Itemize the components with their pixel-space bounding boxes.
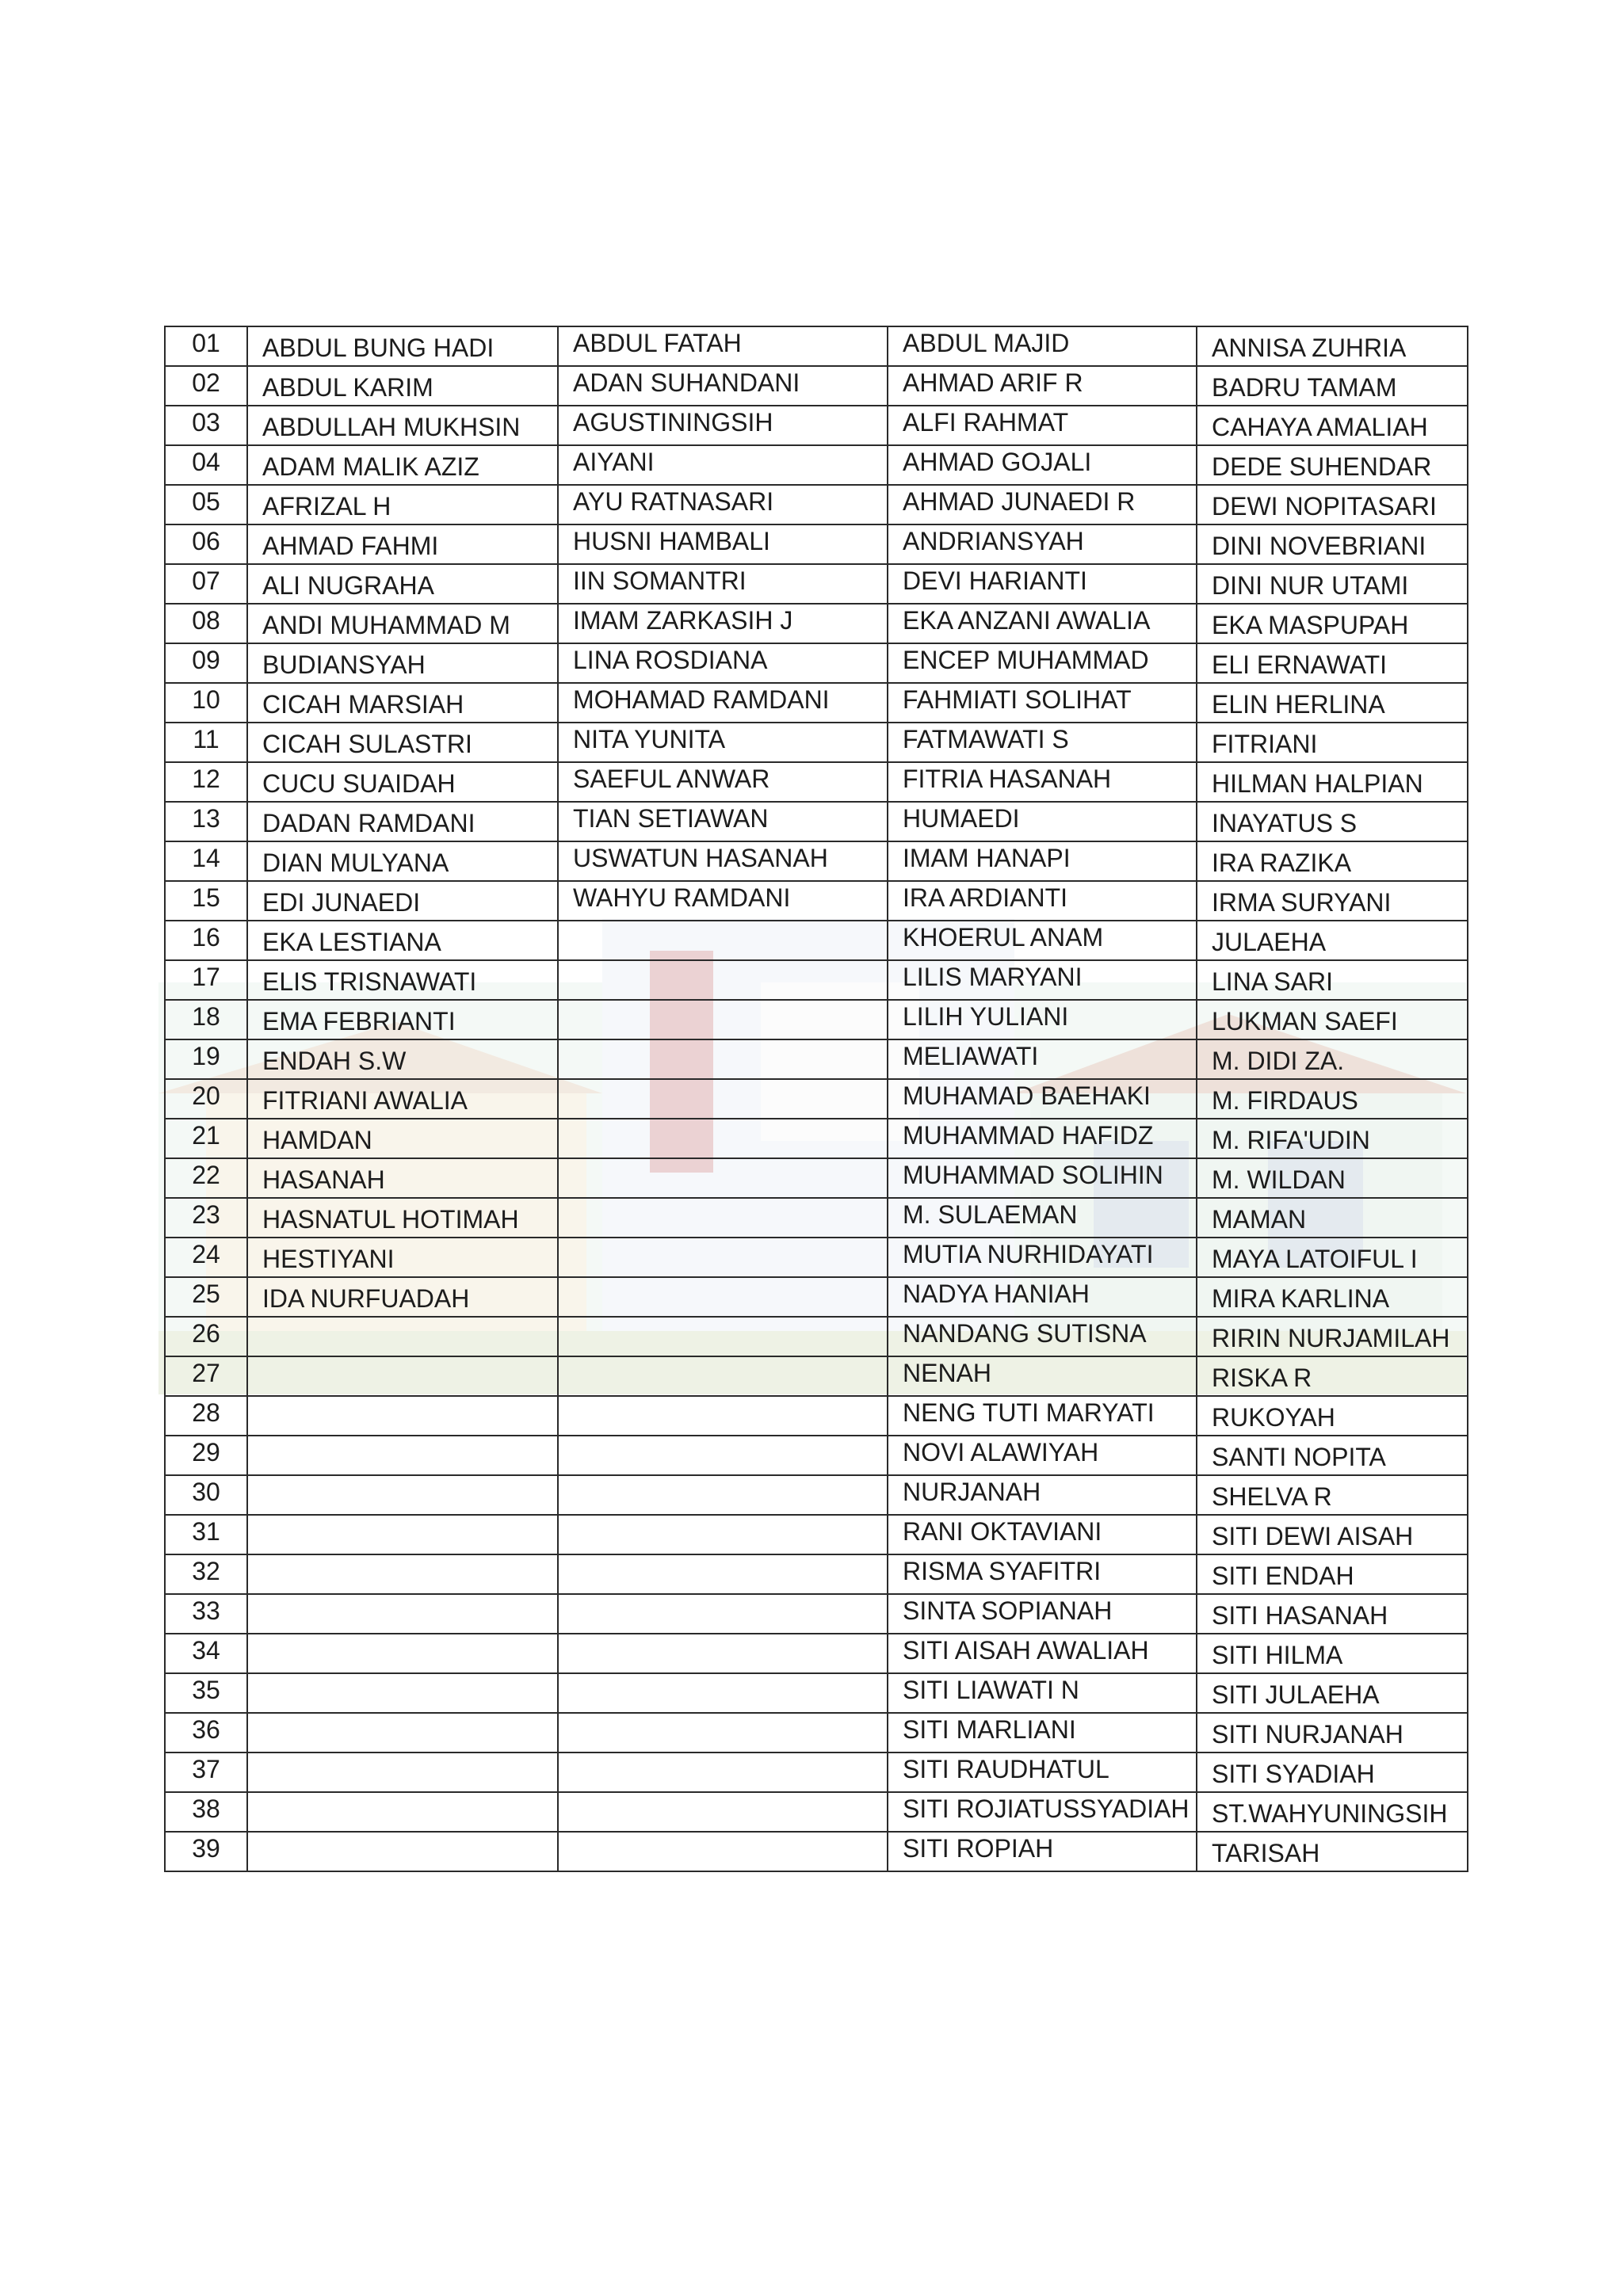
name-col-2-cell: AYU RATNASARI — [558, 485, 888, 524]
name-col-4-cell: RUKOYAH — [1197, 1396, 1468, 1436]
name-col-1-cell — [247, 1436, 558, 1475]
name-col-1-cell — [247, 1832, 558, 1871]
row-number-cell: 35 — [165, 1673, 247, 1713]
name-col-3-cell: LILIH YULIANI — [888, 1000, 1197, 1039]
table-row — [165, 366, 1468, 406]
name-col-4-cell: MAYA LATOIFUL I — [1197, 1238, 1468, 1277]
name-col-2-cell — [558, 921, 888, 960]
name-col-4-cell: BADRU TAMAM — [1197, 366, 1468, 406]
name-col-3-cell: AHMAD GOJALI — [888, 445, 1197, 485]
name-col-3-cell: NOVI ALAWIYAH — [888, 1436, 1197, 1475]
table-row — [165, 1079, 1468, 1119]
row-number-cell: 06 — [165, 524, 247, 564]
name-col-2-cell: WAHYU RAMDANI — [558, 881, 888, 921]
table-row — [165, 1039, 1468, 1079]
row-number-cell: 33 — [165, 1594, 247, 1634]
table-row — [165, 1317, 1468, 1356]
row-number-cell: 14 — [165, 841, 247, 881]
name-col-4-cell: MAMAN — [1197, 1198, 1468, 1238]
row-number-cell: 20 — [165, 1079, 247, 1119]
name-col-3-cell: SITI LIAWATI N — [888, 1673, 1197, 1713]
name-col-2-cell: SAEFUL ANWAR — [558, 762, 888, 802]
name-col-1-cell: EKA LESTIANA — [247, 921, 558, 960]
name-col-2-cell — [558, 1317, 888, 1356]
name-col-2-cell — [558, 1792, 888, 1832]
name-col-1-cell: HASANAH — [247, 1158, 558, 1198]
name-col-1-cell: DADAN RAMDANI — [247, 802, 558, 841]
name-col-3-cell: RANI OKTAVIANI — [888, 1515, 1197, 1554]
row-number-cell: 32 — [165, 1554, 247, 1594]
table-row — [165, 683, 1468, 723]
name-col-2-cell — [558, 1515, 888, 1554]
name-col-1-cell: AFRIZAL H — [247, 485, 558, 524]
name-col-1-cell — [247, 1317, 558, 1356]
name-col-1-cell: ALI NUGRAHA — [247, 564, 558, 604]
name-col-3-cell: MUTIA NURHIDAYATI — [888, 1238, 1197, 1277]
name-col-4-cell: INAYATUS S — [1197, 802, 1468, 841]
name-col-3-cell: FATMAWATI S — [888, 723, 1197, 762]
name-col-2-cell — [558, 1594, 888, 1634]
name-col-4-cell: M. RIFA'UDIN — [1197, 1119, 1468, 1158]
table-row — [165, 1673, 1468, 1713]
name-col-2-cell: AGUSTININGSIH — [558, 406, 888, 445]
name-col-4-cell: ELIN HERLINA — [1197, 683, 1468, 723]
row-number-cell: 29 — [165, 1436, 247, 1475]
name-col-2-cell — [558, 1713, 888, 1753]
table-row — [165, 1396, 1468, 1436]
name-col-1-cell — [247, 1713, 558, 1753]
name-col-3-cell: NENAH — [888, 1356, 1197, 1396]
name-col-3-cell: ENCEP MUHAMMAD — [888, 643, 1197, 683]
name-col-1-cell — [247, 1753, 558, 1792]
name-col-3-cell: DEVI HARIANTI — [888, 564, 1197, 604]
name-col-2-cell: HUSNI HAMBALI — [558, 524, 888, 564]
name-col-2-cell: TIAN SETIAWAN — [558, 802, 888, 841]
table-row — [165, 1832, 1468, 1871]
name-col-3-cell: ABDUL MAJID — [888, 326, 1197, 366]
row-number-cell: 08 — [165, 604, 247, 643]
name-col-4-cell: ST.WAHYUNINGSIH — [1197, 1792, 1468, 1832]
name-col-1-cell: ADAM MALIK AZIZ — [247, 445, 558, 485]
table-row — [165, 921, 1468, 960]
name-col-1-cell — [247, 1634, 558, 1673]
name-col-2-cell — [558, 960, 888, 1000]
row-number-cell: 21 — [165, 1119, 247, 1158]
name-col-4-cell: SITI HASANAH — [1197, 1594, 1468, 1634]
name-col-1-cell — [247, 1396, 558, 1436]
name-col-4-cell: IRMA SURYANI — [1197, 881, 1468, 921]
name-col-3-cell: ALFI RAHMAT — [888, 406, 1197, 445]
name-col-1-cell: EMA FEBRIANTI — [247, 1000, 558, 1039]
table-row — [165, 1515, 1468, 1554]
name-col-2-cell — [558, 1119, 888, 1158]
row-number-cell: 11 — [165, 723, 247, 762]
name-col-3-cell: ANDRIANSYAH — [888, 524, 1197, 564]
name-col-4-cell: MIRA KARLINA — [1197, 1277, 1468, 1317]
name-col-2-cell: NITA YUNITA — [558, 723, 888, 762]
table-row — [165, 1594, 1468, 1634]
name-col-1-cell: ENDAH S.W — [247, 1039, 558, 1079]
name-col-2-cell: IMAM ZARKASIH J — [558, 604, 888, 643]
name-list-table — [164, 326, 1468, 1872]
name-col-4-cell: SANTI NOPITA — [1197, 1436, 1468, 1475]
name-col-4-cell: IRA RAZIKA — [1197, 841, 1468, 881]
name-col-4-cell: DINI NOVEBRIANI — [1197, 524, 1468, 564]
name-col-3-cell: RISMA SYAFITRI — [888, 1554, 1197, 1594]
name-col-4-cell: SITI ENDAH — [1197, 1554, 1468, 1594]
name-col-3-cell: SITI MARLIANI — [888, 1713, 1197, 1753]
table-row — [165, 643, 1468, 683]
name-col-2-cell — [558, 1554, 888, 1594]
name-col-1-cell: ABDULLAH MUKHSIN — [247, 406, 558, 445]
row-number-cell: 04 — [165, 445, 247, 485]
table-row — [165, 960, 1468, 1000]
name-col-1-cell: ABDUL BUNG HADI — [247, 326, 558, 366]
name-col-4-cell: ANNISA ZUHRIA — [1197, 326, 1468, 366]
name-col-4-cell: HILMAN HALPIAN — [1197, 762, 1468, 802]
row-number-cell: 39 — [165, 1832, 247, 1871]
row-number-cell: 05 — [165, 485, 247, 524]
name-col-3-cell: NANDANG SUTISNA — [888, 1317, 1197, 1356]
table-row — [165, 1753, 1468, 1792]
name-col-1-cell: CICAH SULASTRI — [247, 723, 558, 762]
name-col-3-cell: SITI ROPIAH — [888, 1832, 1197, 1871]
row-number-cell: 36 — [165, 1713, 247, 1753]
name-col-2-cell — [558, 1436, 888, 1475]
row-number-cell: 18 — [165, 1000, 247, 1039]
name-col-2-cell — [558, 1238, 888, 1277]
name-col-4-cell: SITI DEWI AISAH — [1197, 1515, 1468, 1554]
name-col-2-cell — [558, 1396, 888, 1436]
name-col-1-cell — [247, 1594, 558, 1634]
row-number-cell: 27 — [165, 1356, 247, 1396]
name-col-3-cell: HUMAEDI — [888, 802, 1197, 841]
row-number-cell: 12 — [165, 762, 247, 802]
name-col-3-cell: IMAM HANAPI — [888, 841, 1197, 881]
name-col-1-cell: ELIS TRISNAWATI — [247, 960, 558, 1000]
name-col-4-cell: DEWI NOPITASARI — [1197, 485, 1468, 524]
name-col-2-cell — [558, 1634, 888, 1673]
table-row — [165, 1119, 1468, 1158]
row-number-cell: 07 — [165, 564, 247, 604]
table-row — [165, 524, 1468, 564]
table-row — [165, 326, 1468, 366]
name-col-4-cell: M. DIDI ZA. — [1197, 1039, 1468, 1079]
name-col-4-cell: SHELVA R — [1197, 1475, 1468, 1515]
row-number-cell: 31 — [165, 1515, 247, 1554]
name-col-1-cell: FITRIANI AWALIA — [247, 1079, 558, 1119]
table-row — [165, 1238, 1468, 1277]
name-col-4-cell: SITI JULAEHA — [1197, 1673, 1468, 1713]
name-col-4-cell: DINI NUR UTAMI — [1197, 564, 1468, 604]
name-col-4-cell: CAHAYA AMALIAH — [1197, 406, 1468, 445]
table-row — [165, 604, 1468, 643]
name-col-2-cell — [558, 1356, 888, 1396]
table-row — [165, 881, 1468, 921]
name-col-3-cell: NENG TUTI MARYATI — [888, 1396, 1197, 1436]
name-col-3-cell: FAHMIATI SOLIHAT — [888, 683, 1197, 723]
name-col-3-cell: SITI ROJIATUSSYADIAH — [888, 1792, 1197, 1832]
name-col-3-cell: M. SULAEMAN — [888, 1198, 1197, 1238]
name-col-1-cell — [247, 1356, 558, 1396]
name-col-2-cell — [558, 1039, 888, 1079]
row-number-cell: 24 — [165, 1238, 247, 1277]
table-row — [165, 445, 1468, 485]
name-col-1-cell — [247, 1475, 558, 1515]
row-number-cell: 30 — [165, 1475, 247, 1515]
name-col-4-cell: DEDE SUHENDAR — [1197, 445, 1468, 485]
name-col-1-cell — [247, 1673, 558, 1713]
name-col-3-cell: MUHAMMAD SOLIHIN — [888, 1158, 1197, 1198]
name-col-3-cell: IRA ARDIANTI — [888, 881, 1197, 921]
row-number-cell: 02 — [165, 366, 247, 406]
name-col-1-cell: IDA NURFUADAH — [247, 1277, 558, 1317]
table-row — [165, 1000, 1468, 1039]
name-col-3-cell: FITRIA HASANAH — [888, 762, 1197, 802]
name-col-2-cell: ABDUL FATAH — [558, 326, 888, 366]
name-col-1-cell: CICAH MARSIAH — [247, 683, 558, 723]
name-col-1-cell — [247, 1792, 558, 1832]
name-col-2-cell — [558, 1475, 888, 1515]
row-number-cell: 37 — [165, 1753, 247, 1792]
name-col-2-cell — [558, 1158, 888, 1198]
row-number-cell: 22 — [165, 1158, 247, 1198]
name-col-3-cell: SITI RAUDHATUL — [888, 1753, 1197, 1792]
row-number-cell: 03 — [165, 406, 247, 445]
name-col-4-cell: LINA SARI — [1197, 960, 1468, 1000]
name-col-1-cell — [247, 1515, 558, 1554]
row-number-cell: 10 — [165, 683, 247, 723]
table-row — [165, 1792, 1468, 1832]
name-col-2-cell — [558, 1673, 888, 1713]
name-col-2-cell — [558, 1277, 888, 1317]
name-col-1-cell — [247, 1554, 558, 1594]
name-col-3-cell: SINTA SOPIANAH — [888, 1594, 1197, 1634]
row-number-cell: 13 — [165, 802, 247, 841]
name-col-4-cell: EKA MASPUPAH — [1197, 604, 1468, 643]
row-number-cell: 09 — [165, 643, 247, 683]
row-number-cell: 17 — [165, 960, 247, 1000]
name-col-3-cell: MELIAWATI — [888, 1039, 1197, 1079]
name-col-4-cell: SITI SYADIAH — [1197, 1753, 1468, 1792]
name-col-1-cell: BUDIANSYAH — [247, 643, 558, 683]
table-row — [165, 1713, 1468, 1753]
name-col-2-cell — [558, 1753, 888, 1792]
name-col-2-cell: ADAN SUHANDANI — [558, 366, 888, 406]
name-col-3-cell: KHOERUL ANAM — [888, 921, 1197, 960]
table-row — [165, 1554, 1468, 1594]
table-row — [165, 841, 1468, 881]
name-col-4-cell: TARISAH — [1197, 1832, 1468, 1871]
name-col-2-cell: AIYANI — [558, 445, 888, 485]
name-col-3-cell: AHMAD ARIF R — [888, 366, 1197, 406]
name-col-4-cell: SITI NURJANAH — [1197, 1713, 1468, 1753]
name-col-1-cell: HAMDAN — [247, 1119, 558, 1158]
table-row — [165, 1198, 1468, 1238]
row-number-cell: 23 — [165, 1198, 247, 1238]
table-row — [165, 1356, 1468, 1396]
table-row — [165, 1475, 1468, 1515]
name-col-2-cell: USWATUN HASANAH — [558, 841, 888, 881]
row-number-cell: 19 — [165, 1039, 247, 1079]
name-col-3-cell: NADYA HANIAH — [888, 1277, 1197, 1317]
row-number-cell: 28 — [165, 1396, 247, 1436]
table-row — [165, 406, 1468, 445]
name-col-3-cell: NURJANAH — [888, 1475, 1197, 1515]
name-col-3-cell: LILIS MARYANI — [888, 960, 1197, 1000]
row-number-cell: 38 — [165, 1792, 247, 1832]
name-col-3-cell: EKA ANZANI AWALIA — [888, 604, 1197, 643]
name-col-1-cell: HESTIYANI — [247, 1238, 558, 1277]
name-col-2-cell — [558, 1079, 888, 1119]
row-number-cell: 34 — [165, 1634, 247, 1673]
name-col-3-cell: SITI AISAH AWALIAH — [888, 1634, 1197, 1673]
name-col-2-cell: MOHAMAD RAMDANI — [558, 683, 888, 723]
name-col-4-cell: RIRIN NURJAMILAH — [1197, 1317, 1468, 1356]
name-col-1-cell: ABDUL KARIM — [247, 366, 558, 406]
name-col-2-cell — [558, 1832, 888, 1871]
name-col-4-cell: FITRIANI — [1197, 723, 1468, 762]
name-col-2-cell: LINA ROSDIANA — [558, 643, 888, 683]
row-number-cell: 16 — [165, 921, 247, 960]
table-row — [165, 1436, 1468, 1475]
table-row — [165, 485, 1468, 524]
row-number-cell: 01 — [165, 326, 247, 366]
row-number-cell: 25 — [165, 1277, 247, 1317]
name-col-4-cell: RISKA R — [1197, 1356, 1468, 1396]
name-col-2-cell — [558, 1000, 888, 1039]
table-row — [165, 1277, 1468, 1317]
name-col-1-cell: DIAN MULYANA — [247, 841, 558, 881]
name-col-4-cell: SITI HILMA — [1197, 1634, 1468, 1673]
table-row — [165, 1634, 1468, 1673]
name-col-2-cell: IIN SOMANTRI — [558, 564, 888, 604]
table-row — [165, 802, 1468, 841]
name-col-3-cell: AHMAD JUNAEDI R — [888, 485, 1197, 524]
name-col-3-cell: MUHAMAD BAEHAKI — [888, 1079, 1197, 1119]
name-col-1-cell: ANDI MUHAMMAD M — [247, 604, 558, 643]
table-row — [165, 723, 1468, 762]
name-col-4-cell: LUKMAN SAEFI — [1197, 1000, 1468, 1039]
table-row — [165, 564, 1468, 604]
name-col-1-cell: CUCU SUAIDAH — [247, 762, 558, 802]
name-col-4-cell: M. FIRDAUS — [1197, 1079, 1468, 1119]
name-col-1-cell: HASNATUL HOTIMAH — [247, 1198, 558, 1238]
table-row — [165, 762, 1468, 802]
name-col-4-cell: ELI ERNAWATI — [1197, 643, 1468, 683]
name-list-body — [165, 326, 1468, 1871]
name-col-4-cell: JULAEHA — [1197, 921, 1468, 960]
name-col-2-cell — [558, 1198, 888, 1238]
table-row — [165, 1158, 1468, 1198]
name-col-1-cell: EDI JUNAEDI — [247, 881, 558, 921]
row-number-cell: 26 — [165, 1317, 247, 1356]
name-col-1-cell: AHMAD FAHMI — [247, 524, 558, 564]
name-col-4-cell: M. WILDAN — [1197, 1158, 1468, 1198]
name-col-3-cell: MUHAMMAD HAFIDZ — [888, 1119, 1197, 1158]
row-number-cell: 15 — [165, 881, 247, 921]
